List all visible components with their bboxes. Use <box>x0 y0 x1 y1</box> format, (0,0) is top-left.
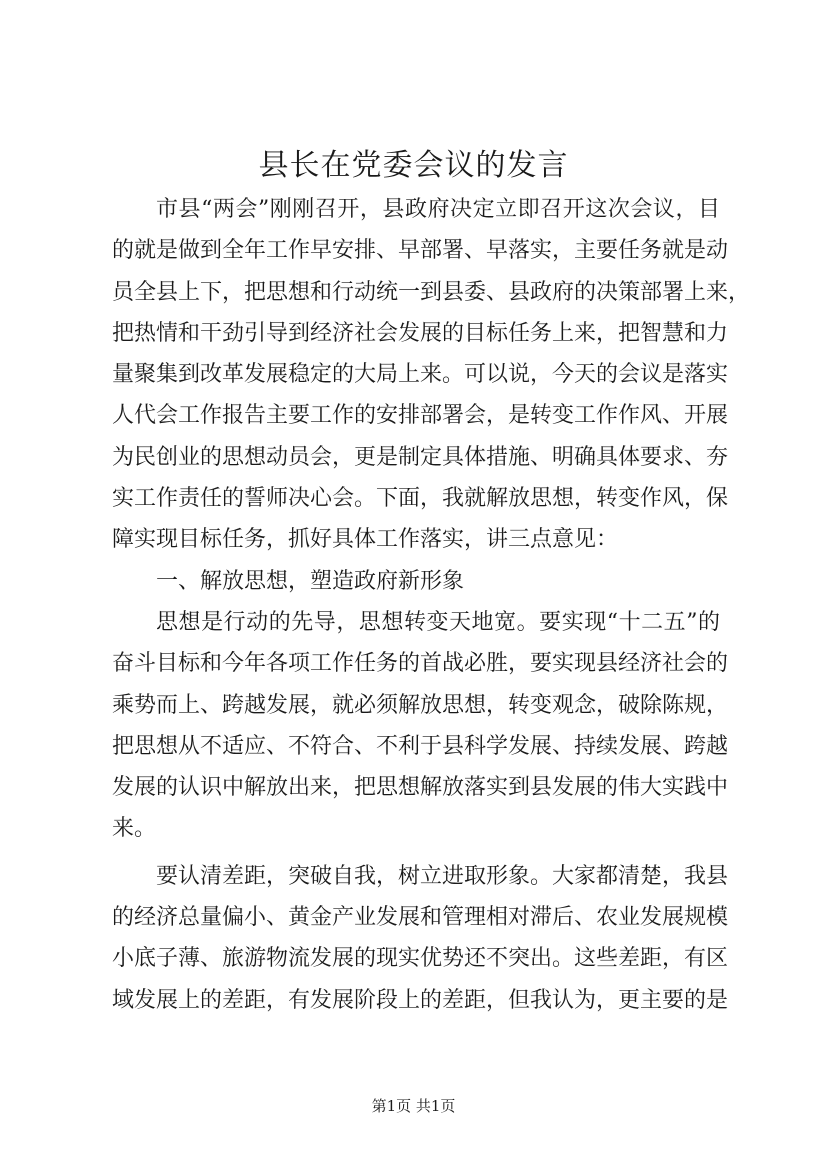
paragraph-line: 障实现目标任务，抓好具体工作落实，讲三点意见： <box>112 527 619 553</box>
paragraph-line: 的经济总量偏小、黄金产业发展和管理相对滞后、农业发展规模 <box>112 905 729 931</box>
paragraph-line: 把热情和干劲引导到经济社会发展的目标任务上来，把智慧和力 <box>112 320 729 346</box>
paragraph-line: 的就是做到全年工作早安排、早部署、早落实，主要任务就是动 <box>112 238 729 264</box>
document-title: 县长在党委会议的发言 <box>258 148 569 183</box>
paragraph-line: 量聚集到改革发展稳定的大局上来。可以说，今天的会议是落实 <box>112 362 729 388</box>
paragraph-line: 市县“两会”刚刚召开，县政府决定立即召开这次会议，目 <box>156 197 720 222</box>
paragraph-line: 奋斗目标和今年各项工作任务的首战必胜，要实现县经济社会的 <box>112 651 729 677</box>
paragraph-line: 实工作责任的誓师决心会。下面，我就解放思想，转变作风，保 <box>112 486 729 512</box>
paragraph-line: 发展的认识中解放出来，把思想解放落实到县发展的伟大实践中 <box>112 775 729 801</box>
section-heading: 一、解放思想，塑造政府新形象 <box>156 568 465 594</box>
document-body <box>112 189 751 1021</box>
paragraph-line: 思想是行动的先导，思想转变天地宽。要实现“十二五”的 <box>156 609 720 635</box>
paragraph-line: 人代会工作报告主要工作的安排部署会，是转变工作作风、开展 <box>112 403 729 429</box>
paragraph-line: 员全县上下，把思想和行动统一到县委、县政府的决策部署上来， <box>112 279 751 305</box>
paragraph-line: 域发展上的差距，有发展阶段上的差距，但我认为，更主要的是 <box>112 987 729 1013</box>
paragraph-line: 为民创业的思想动员会，更是制定具体措施、明确具体要求、夯 <box>112 444 729 470</box>
paragraph-line: 来。 <box>112 816 157 842</box>
paragraph-line: 乘势而上、跨越发展，就必须解放思想，转变观念，破除陈规， <box>112 692 729 718</box>
paragraph-line: 小底子薄、旅游物流发展的现实优势还不突出。这些差距，有区 <box>112 946 729 972</box>
paragraph-line: 要认清差距，突破自我，树立进取形象。大家都清楚，我县 <box>156 863 729 889</box>
page-footer: 第1页 共1页 <box>371 1097 456 1115</box>
paragraph-line: 把思想从不适应、不符合、不利于县科学发展、持续发展、跨越 <box>112 733 729 759</box>
